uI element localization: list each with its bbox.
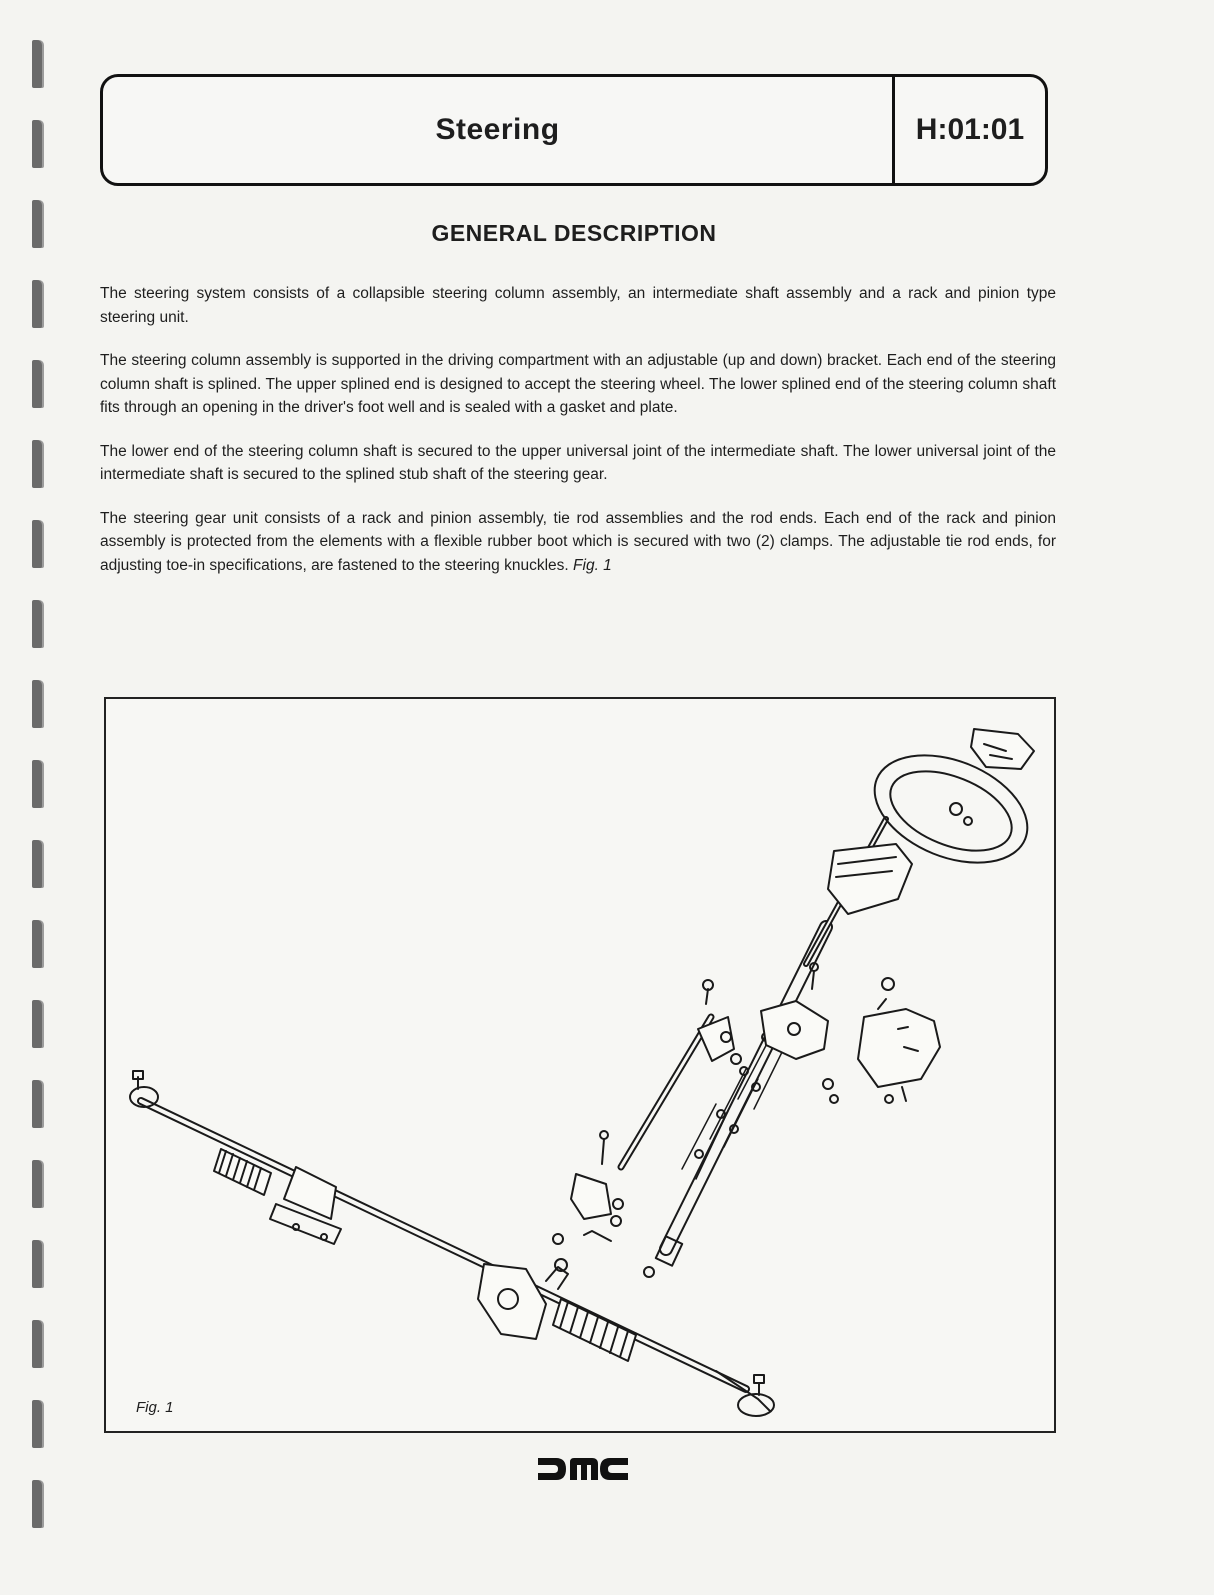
- lower-universal-joint: [553, 1131, 623, 1244]
- paragraph-2: The steering column assembly is supported in the driving compartment with an adjustable (up and down) bracket. Each end of the steering column shaft is splined. The upper splined end is designed to accept the steering wheel. The lower splined end of the steering column shaft fits through an opening in the driver's foot well and is sealed with a gasket and plate.: [100, 352, 1056, 416]
- steering-exploded-diagram: [106, 699, 1054, 1431]
- section-title: GENERAL DESCRIPTION: [431, 220, 717, 246]
- paragraph-3: The lower end of the steering column shaft is secured to the upper universal joint of the intermediate shaft. The lower universal joint of the intermediate shaft is secured to the splined stub shaft of the steering gear.: [100, 442, 1056, 483]
- page-header: [100, 74, 1048, 186]
- foot-well-plate: [858, 978, 940, 1103]
- binder-holes: [26, 30, 56, 1570]
- horn-pad: [971, 729, 1034, 769]
- body-text: [100, 282, 1056, 597]
- right-tie-rod-end: [716, 1371, 774, 1416]
- left-mount-bracket: [270, 1167, 341, 1244]
- figure-caption: Fig. 1: [136, 1399, 174, 1416]
- dmc-logo: [538, 1456, 628, 1482]
- figure-reference: Fig. 1: [573, 556, 612, 574]
- paragraph-4-text: The steering gear unit consists of a rack and pinion assembly, tie rod assemblies and the rod ends. Each end of the rack and pinion assembly is protected from the elements with a flexible rubber boot which is secured with two (2) clamps. The adjustable tie rod ends, for adjusting toe-in specifications, are fastened to the steering knuckles.: [100, 509, 1056, 574]
- column-shroud: [828, 844, 912, 914]
- header-title: Steering: [435, 113, 560, 146]
- paragraph-1: The steering system consists of a collapsible steering column assembly, an intermediate shaft assembly and a rack and pinion type steering unit.: [100, 285, 1056, 326]
- paragraph-4: [100, 507, 1056, 578]
- right-boot: [553, 1299, 636, 1361]
- figure-1: [104, 697, 1056, 1433]
- section-code: H:01:01: [892, 77, 1045, 183]
